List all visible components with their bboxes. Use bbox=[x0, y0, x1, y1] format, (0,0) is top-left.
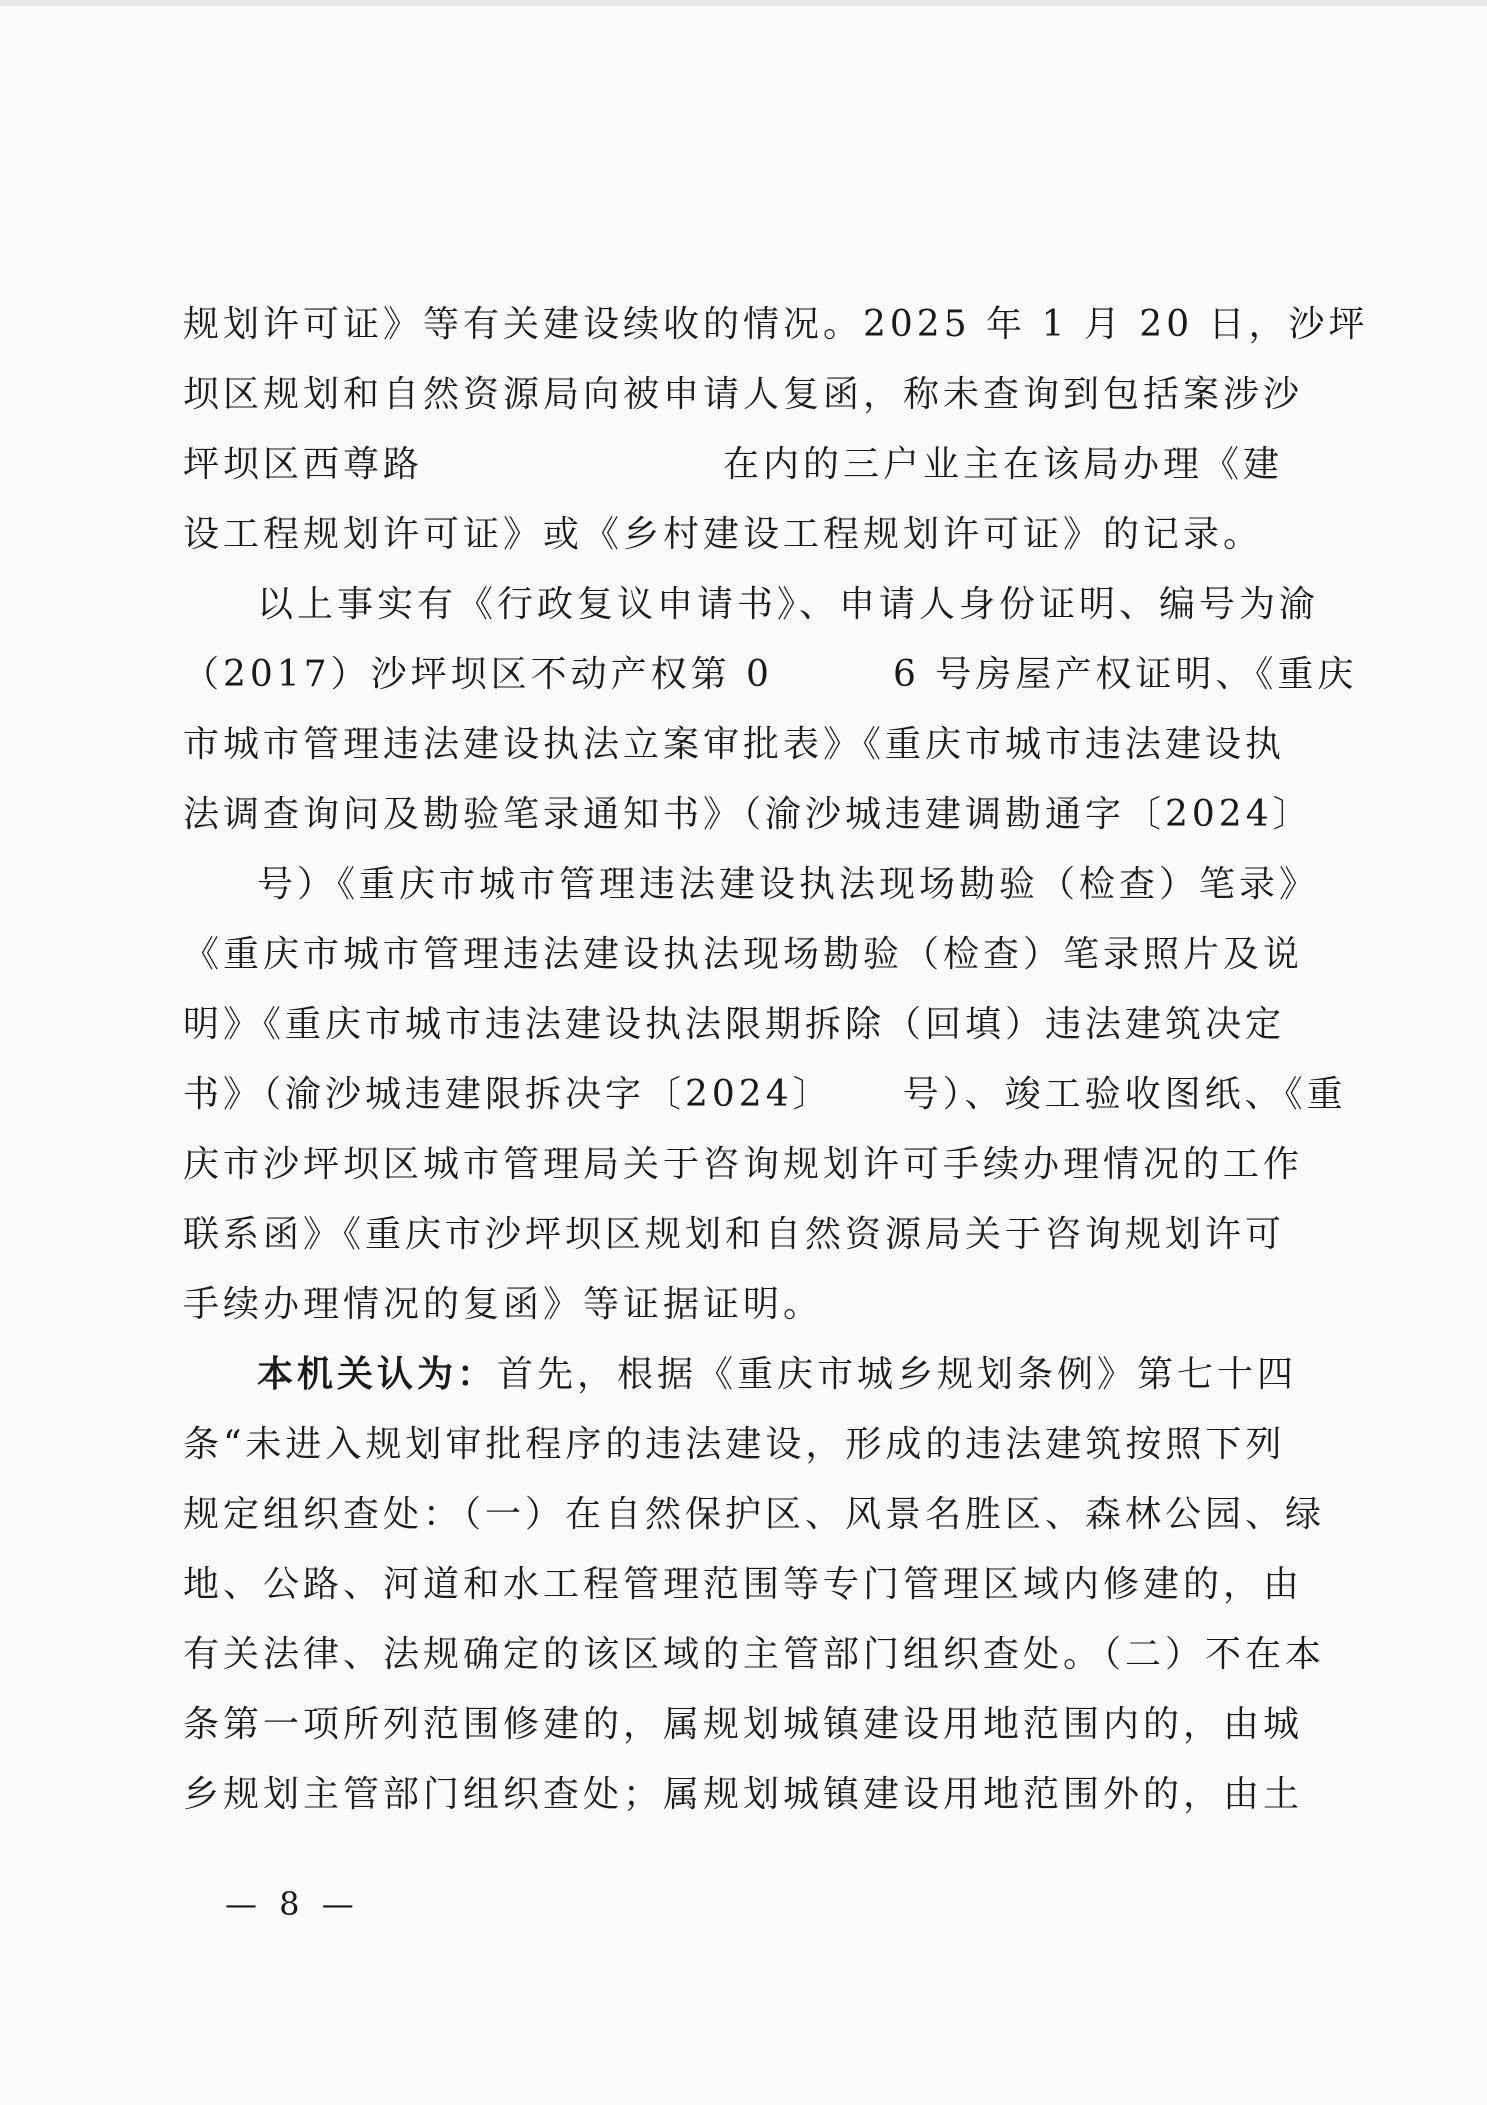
text-line: 手续办理情况的复函》等证据证明。 bbox=[183, 1284, 824, 1325]
text-line: 条“未进入规划审批程序的违法建设，形成的违法建筑按照下列 bbox=[183, 1424, 1286, 1465]
text-fragment: 坪坝区西尊路 bbox=[183, 444, 424, 485]
text-fragment: 首先，根据《重庆市城乡规划条例》第七十四 bbox=[497, 1354, 1298, 1395]
scan-edge bbox=[0, 0, 1487, 6]
text-line bbox=[183, 1340, 1298, 1410]
body-text bbox=[183, 290, 1369, 1830]
paragraph-lead: 本机关认为： bbox=[257, 1354, 498, 1395]
text-line: 《重庆市城市管理违法建设执法现场勘验（检查）笔录照片及说 bbox=[183, 934, 1304, 975]
text-line bbox=[183, 1060, 1347, 1130]
page-number: — 8 — bbox=[225, 1885, 360, 1923]
paragraph-2 bbox=[183, 570, 1358, 1340]
text-fragment: 在内的三户业主在该局办理《建 bbox=[723, 444, 1284, 485]
text-fragment: 6 号房屋产权证明、《重庆 bbox=[892, 654, 1358, 695]
text-line: 规定组织查处：（一）在自然保护区、风景名胜区、森林公园、绿 bbox=[183, 1494, 1326, 1535]
text-line: 规划许可证》等有关建设续收的情况。2025 年 1 月 20 日，沙坪 bbox=[183, 304, 1369, 345]
text-fragment: 号）、竣工验收图纸、《重 bbox=[902, 1074, 1347, 1115]
text-line: 条第一项所列范围修建的，属规划城镇建设用地范围内的，由城 bbox=[183, 1704, 1304, 1745]
paragraph-1 bbox=[183, 290, 1369, 570]
text-fragment: 号）《重庆市城市管理违法建设执法现场勘验（检查）笔录》 bbox=[257, 864, 1320, 905]
text-line: 联系函》《重庆市沙坪坝区规划和自然资源局关于咨询规划许可 bbox=[183, 1214, 1286, 1255]
text-fragment: 书》（渝沙城违建限拆决字〔2024〕 bbox=[183, 1074, 833, 1115]
text-line: 乡规划主管部门组织查处；属规划城镇建设用地范围外的，由土 bbox=[183, 1774, 1304, 1815]
text-line: 有关法律、法规确定的该区域的主管部门组织查处。（二）不在本 bbox=[183, 1634, 1326, 1675]
text-line: 坝区规划和自然资源局向被申请人复函，称未查询到包括案涉沙 bbox=[183, 374, 1304, 415]
paragraph-3 bbox=[183, 1340, 1326, 1830]
text-line: 设工程规划许可证》或《乡村建设工程规划许可证》的记录。 bbox=[183, 514, 1264, 555]
text-line: 市城市管理违法建设执法立案审批表》《重庆市城市违法建设执 bbox=[183, 724, 1286, 765]
text-line bbox=[183, 640, 1358, 710]
text-line: 地、公路、河道和水工程管理范围等专门管理区域内修建的，由 bbox=[183, 1564, 1304, 1605]
text-line: 以上事实有《行政复议申请书》、申请人身份证明、编号为渝 bbox=[257, 584, 1320, 625]
text-line bbox=[183, 850, 1320, 920]
text-line: 明》《重庆市城市违法建设执法限期拆除（回填）违法建筑决定 bbox=[183, 1004, 1286, 1045]
text-fragment: （2017）沙坪坝区不动产权第 0 bbox=[183, 654, 773, 695]
text-line: 法调查询问及勘验笔录通知书》（渝沙城违建调勘通字〔2024〕 bbox=[183, 794, 1313, 835]
text-line: 庆市沙坪坝区城市管理局关于咨询规划许可手续办理情况的工作 bbox=[183, 1144, 1304, 1185]
text-line bbox=[183, 430, 1284, 500]
